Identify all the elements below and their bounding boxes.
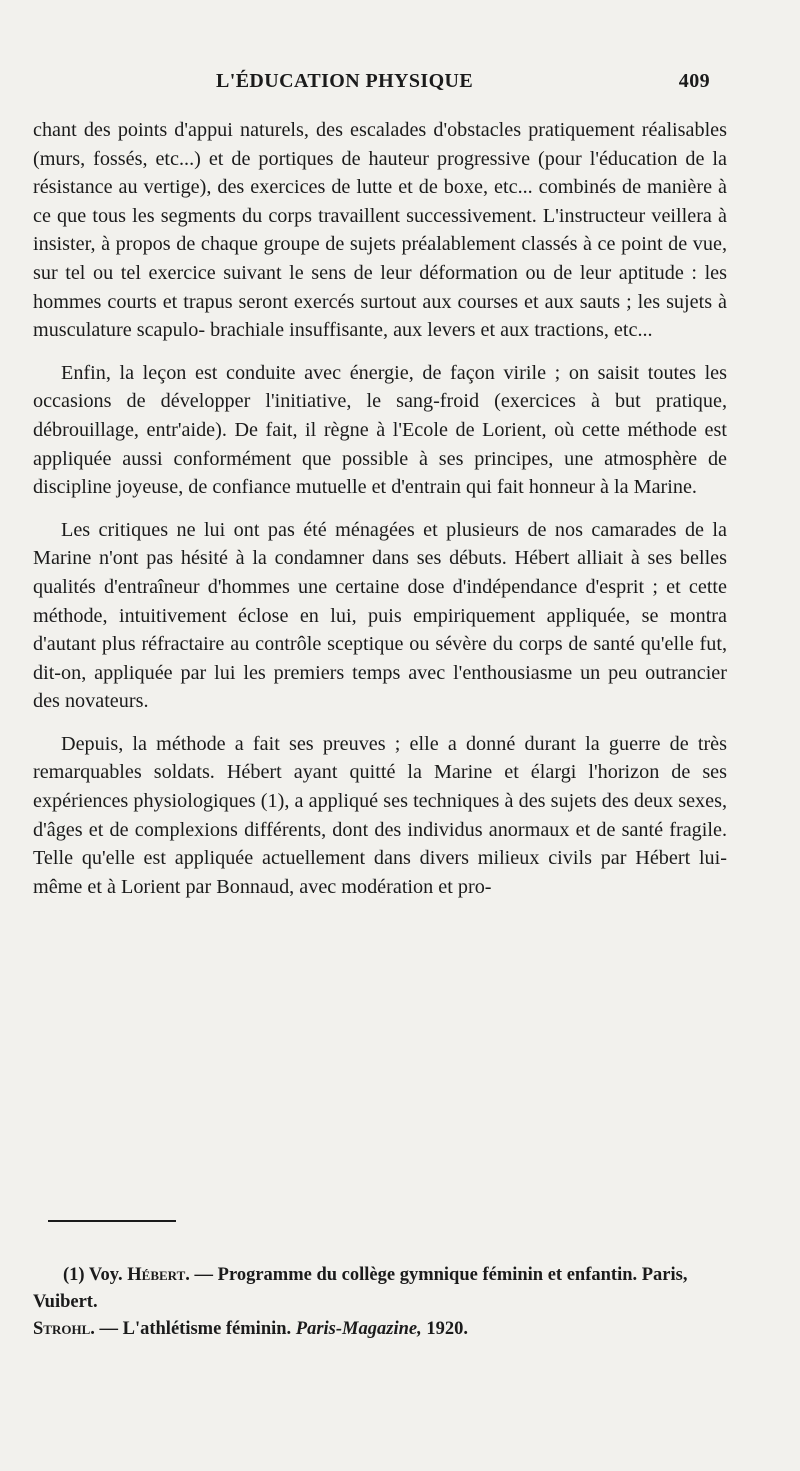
footnote-2-dash: —	[99, 1319, 118, 1339]
footnote-2-year: 1920.	[426, 1319, 468, 1339]
running-head	[216, 70, 710, 100]
running-title: L'ÉDUCATION PHYSIQUE	[216, 70, 474, 92]
footnote-1	[33, 1262, 733, 1316]
footnote-1-dash: —	[194, 1265, 214, 1285]
footnote-2	[33, 1316, 733, 1343]
footnote-1-marker: (1) Voy.	[63, 1265, 123, 1285]
body-text	[33, 116, 727, 915]
footnotes	[33, 1262, 733, 1343]
footnote-1-text: Programme du collège gymnique féminin et enfantin. Paris, Vuibert.	[33, 1265, 688, 1312]
paragraph-3: Les critiques ne lui ont pas été ménagées et plusieurs de nos camarades de la Marine n'ont pas hésité à la condamner dans ses débuts. Hébert alliait à ses belles qualités d'entraîneur d'hommes une certaine dose d'indépendance d'esprit ; et cette méthode, intuitivement éclose en lui, puis empiriquement appliquée, se montra d'autant plus réfractaire au contrôle sceptique ou sévère du corps de santé qu'elle fut, dit-on, appliquée par lui les premiers temps avec l'enthousiasme un peu outrancier des novateurs.	[33, 518, 727, 713]
footnote-2-journal: Paris-Magazine,	[295, 1319, 422, 1339]
paragraph-4: Depuis, la méthode a fait ses preuves ; elle a donné durant la guerre de très remarquables soldats. Hébert ayant quitté la Marine et élargi l'horizon de ses expériences physiologiques (1), a appliqué ses techniques à des sujets des deux sexes, d'âges et de complexions différents, dont des individus anormaux et de santé fragile. Telle qu'elle est appliquée actuellement dans divers milieux civils par Hébert lui-même et à Lorient par Bonnaud, avec modération et pro-	[33, 732, 727, 898]
footnote-1-author: Hébert.	[127, 1265, 190, 1285]
paragraph-2: Enfin, la leçon est conduite avec énergie, de façon virile ; on saisit toutes les occasions de développer l'initiative, le sang-froid (exercices à but pratique, débrouillage, entr'aide). De fait, il règne à l'Ecole de Lorient, où cette méthode est appliquée aussi conformément que possible à ses principes, une atmosphère de discipline joyeuse, de confiance mutuelle et d'entrain qui fait honneur à la Marine.	[33, 361, 727, 499]
footnote-2-author: Strohl.	[33, 1319, 95, 1339]
paragraph-1: chant des points d'appui naturels, des escalades d'obstacles pratiquement réalisables (murs, fossés, etc...) et de portiques de hauteur progressive (pour l'éducation de la résistance au vertige), des exercices de lutte et de boxe, etc... combinés de manière à ce que tous les segments du corps travaillent successivement. L'instructeur veillera à insister, à propos de chaque groupe de sujets préalablement classés à ce point de vue, sur tel ou tel exercice suivant le sens de leur déformation ou de leur aptitude : les hommes courts et trapus seront exercés surtout aux courses et aux sauts ; les sujets à musculature scapulo- brachiale insuffisante, aux levers et aux tractions, etc...	[33, 119, 727, 342]
footnote-2-text: L'athlétisme féminin.	[122, 1319, 292, 1339]
page-number: 409	[678, 70, 710, 92]
footnote-rule	[48, 1220, 176, 1222]
